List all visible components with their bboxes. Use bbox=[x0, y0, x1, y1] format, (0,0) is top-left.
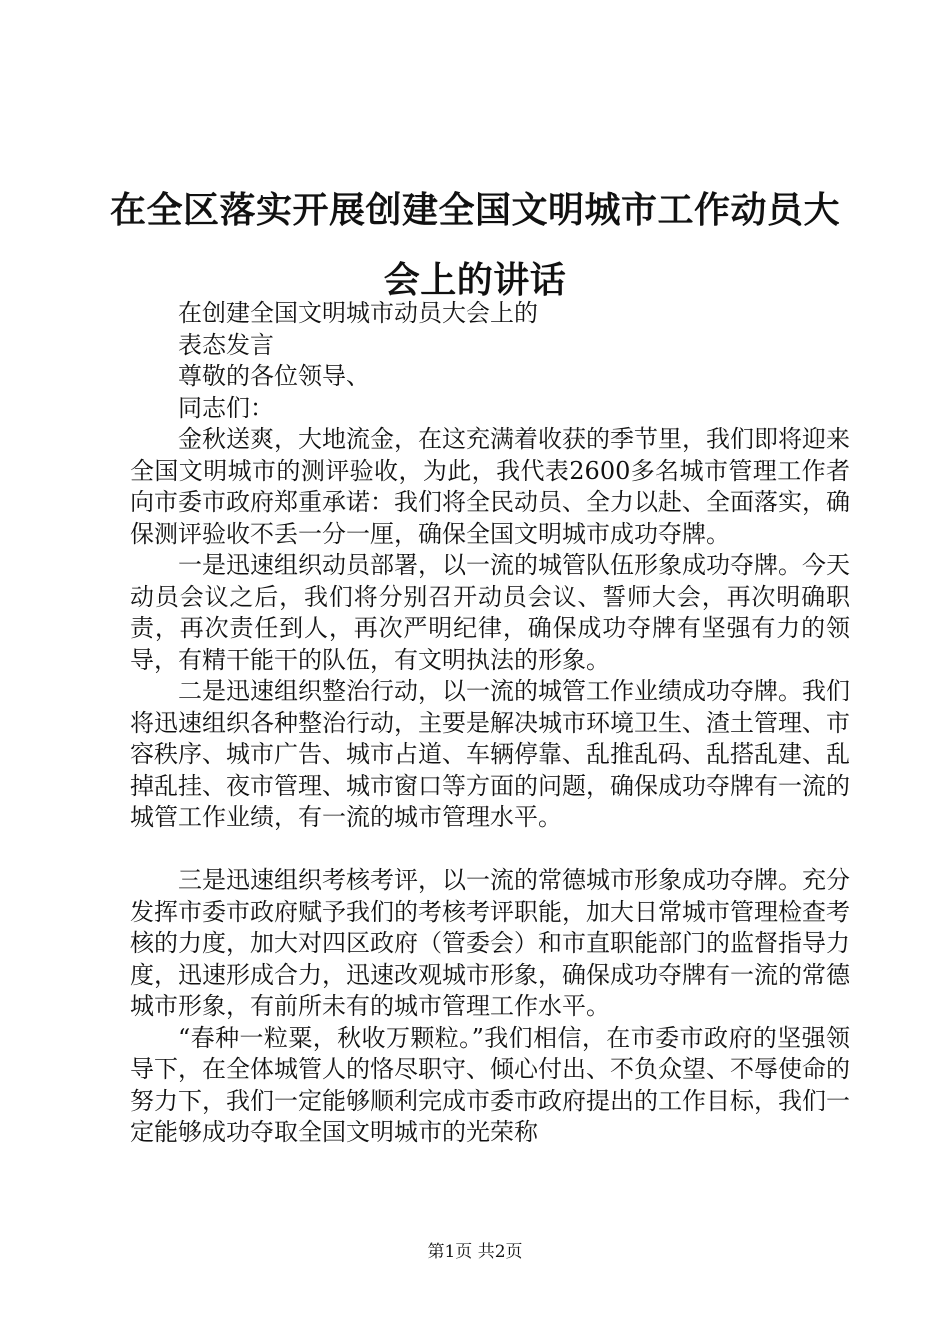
paragraph-point-2: 二是迅速组织整治行动，以一流的城管工作业绩成功夺牌。我们将迅速组织各种整治行动，主要是解决城市环境卫生、渣土管理、市容秩序、城市广告、城市占道、车辆停靠、乱推乱码、乱搭乱建、乱掉乱挂、夜市管理、城市窗口等方面的问题，确保成功夺牌有一流的城管工作业绩，有一流的城市管理水平。 bbox=[130, 677, 850, 831]
paragraph-salutation-1: 尊敬的各位领导、 bbox=[178, 362, 370, 390]
paragraph-point-1: 一是迅速组织动员部署，以一流的城管队伍形象成功夺牌。今天动员会议之后，我们将分别召开动员会议、誓师大会，再次明确职责，再次责任到人，再次严明纪律，确保成功夺牌有坚强有力的领导，有精干能干的队伍，有文明执法的形象。 bbox=[130, 551, 850, 674]
paragraph-point-3: 三是迅速组织考核考评，以一流的常德城市形象成功夺牌。充分发挥市委市政府赋予我们的考核考评职能，加大日常城市管理检查考核的力度，加大对四区政府（管委会）和市直职能部门的监督指导力度，迅速形成合力，迅速改观城市形象，确保成功夺牌有一流的常德城市形象，有前所未有的城市管理工作水平。 bbox=[130, 866, 850, 1020]
paragraph-heading-line-1: 在创建全国文明城市动员大会上的 bbox=[178, 299, 538, 327]
paragraph-intro: 金秋送爽，大地流金，在这充满着收获的季节里，我们即将迎来全国文明城市的测评验收，为此，我代表2600多名城市管理工作者向市委市政府郑重承诺：我们将全民动员、全力以赴、全面落实，确保测评验收不丢一分一厘，确保全国文明城市成功夺牌。 bbox=[130, 425, 850, 548]
paragraph-heading-line-2: 表态发言 bbox=[178, 330, 274, 359]
document-body bbox=[130, 298, 850, 1149]
paragraph-closing: “春种一粒粟，秋收万颗粒。”我们相信，在市委市政府的坚强领导下，在全体城管人的恪尽职守、倾心付出、不负众望、不辱使命的努力下，我们一定能够顺利完成市委市政府提出的工作目标，我们一定能够成功夺取全国文明城市的光荣称 bbox=[130, 1023, 850, 1146]
document-title: 在全区落实开展创建全国文明城市工作动员大会上的讲话 bbox=[109, 190, 840, 301]
paragraph-salutation-2: 同志们： bbox=[178, 393, 274, 422]
page-number-footer: 第1页 共2页 bbox=[427, 1242, 523, 1262]
